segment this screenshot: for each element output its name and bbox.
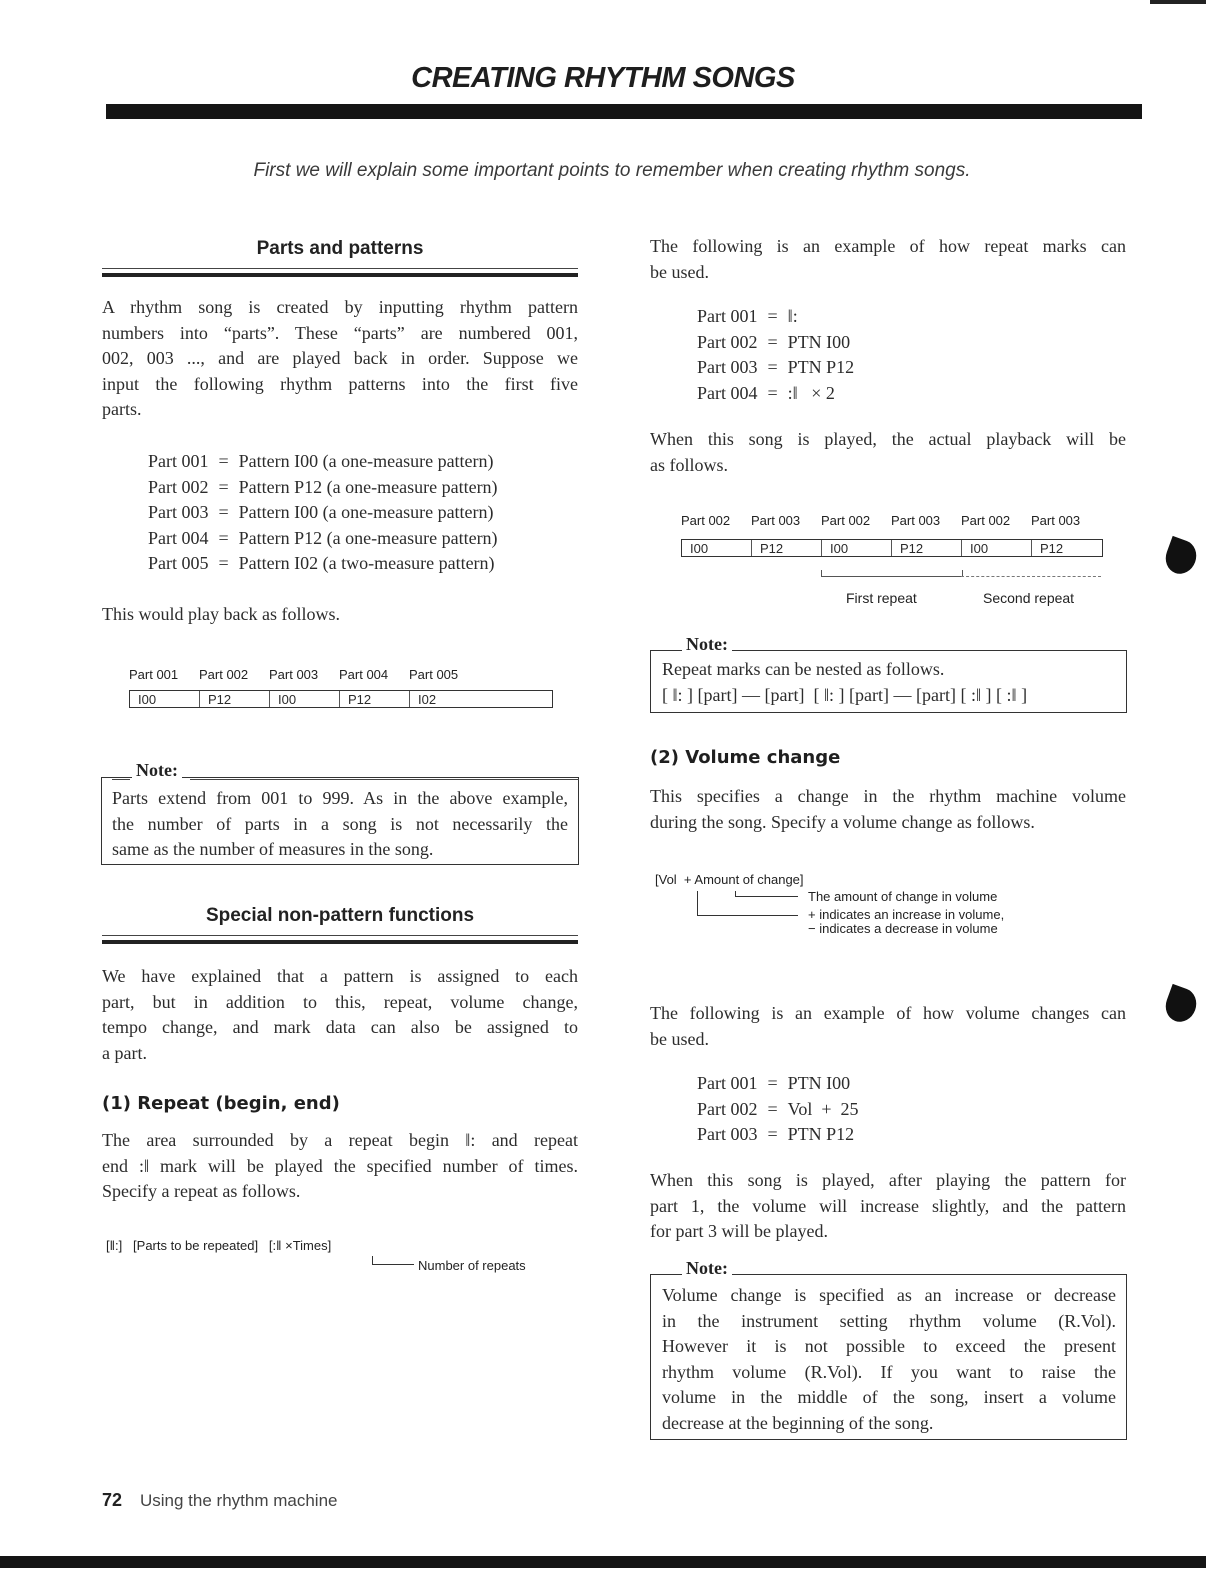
note-line: volume in the middle of the song, insert a volume [662,1387,1116,1407]
list-item [148,449,498,475]
diagram-cell: I00 [682,540,752,556]
page-title: CREATING RHYTHM SONGS [411,62,795,94]
note-box-parts [101,777,579,865]
para-line: The area surrounded by a repeat begin ‖: and repeat [102,1130,578,1150]
first-repeat-label: First repeat [846,590,917,606]
diagram-cell: I00 [130,691,200,707]
para-line: We have explained that a pattern is assigned to each [102,966,578,986]
note-label: Note: [682,634,732,655]
diagram-cell: P12 [1040,541,1064,556]
section-rule [102,940,578,944]
part-label: Part 002 [148,476,209,497]
volume-result-paragraph [650,1168,1126,1245]
part-label: Part 004 [697,382,758,403]
para-line: be used. [650,1028,709,1049]
page-number: 72 [102,1490,123,1510]
diagram-cell: P12 [200,691,270,707]
diagram-label: Part 002 [681,513,731,528]
volume-syntax: [Vol + Amount of change] [655,872,804,887]
list-item [697,304,854,330]
list-item [697,381,854,407]
special-paragraph [102,964,578,1066]
section-heading-parts: Parts and patterns [256,238,424,259]
note-line: same as the number of measures in the song. [112,839,434,859]
part-label: Part 003 [148,502,209,522]
para-line: The following is an example of how repeat marks can [650,236,1126,256]
part-value: ‖: [787,306,798,326]
note-line: the number of parts in a song is not necessarily the [112,813,568,834]
diagram-cell: I00 [822,540,892,556]
note-header-rule [190,779,579,780]
repeat-bracket [821,570,963,577]
repeat-syntax-leader [382,1264,414,1265]
note-box-volume [650,1274,1127,1440]
parts-paragraph [102,295,578,423]
diagram-label: Part 002 [199,667,249,682]
title-rule [106,104,1142,119]
note-line: decrease at the beginning of the song. [662,1412,934,1433]
list-item [148,500,498,526]
equals: = [218,553,229,573]
repeat-bracket [961,576,1101,577]
list-item [697,1097,859,1123]
pattern-assignment-list [148,449,498,577]
list-item [148,475,498,501]
diagram-cell: I00 [962,540,1032,556]
part-label: Part 001 [697,1073,758,1093]
list-item [697,1071,859,1097]
note-line: Parts extend from 001 to 999. As in the above example, [112,788,568,808]
part-value: PTN I00 [787,331,851,352]
part-value: Vol + 25 [787,1098,859,1119]
para-line: be used. [650,261,709,282]
para-line: When this song is played, the actual playback will be [650,429,1126,449]
repeat-syntax-note: Number of repeats [418,1258,526,1273]
equals: = [767,357,778,377]
volume-syntax-note: The amount of change in volume [808,889,998,904]
list-item [148,526,498,552]
diagram-label: Part 002 [821,513,871,528]
binding-mark [1161,536,1201,578]
diagram-cell: P12 [892,540,962,556]
part-label: Part 004 [148,527,209,548]
parts-diagram-labels [129,667,479,682]
diagram-label: Part 003 [891,513,941,528]
list-item [697,330,854,356]
repeat-paragraph [102,1128,578,1205]
list-item [697,1122,859,1148]
repeat-playback-text [650,427,1126,478]
part-value: :‖ × 2 [787,382,835,403]
part-value: Pattern I02 (a two-measure pattern) [238,553,495,573]
diagram-cell: P12 [340,691,410,707]
repeat-diagram-labels [681,513,1101,528]
note-line: Repeat marks can be nested as follows. [662,659,945,679]
para-line: end :‖ mark will be played the specified number of times. [102,1155,578,1176]
repeat-example-list [697,304,854,406]
part-label: Part 002 [697,331,758,352]
list-item [148,551,498,577]
equals: = [767,1073,778,1093]
equals: = [767,331,778,352]
volume-paragraph [650,784,1126,835]
subheading-repeat: (1) Repeat (begin, end) [102,1093,340,1114]
para-line: as follows. [650,454,728,475]
para-line: input the following rhythm patterns into the first five [102,373,578,394]
volume-example-list [697,1071,859,1148]
para-line: numbers into “parts”. These “parts” are numbered 001, [102,322,578,343]
volume-syntax-note: + indicates an increase in volume, [808,907,1005,922]
diagram-label: Part 005 [409,667,459,682]
part-value: Pattern I00 (a one-measure pattern) [238,502,494,522]
para-line: The following is an example of how volume changes can [650,1003,1126,1023]
diagram-label: Part 003 [1031,513,1081,528]
part-label: Part 005 [148,553,209,573]
para-line: part 1, the volume will increase slightly, and the pattern [650,1195,1126,1216]
para-line: part, but in addition to this, repeat, volume change, [102,991,578,1012]
part-label: Part 003 [697,1124,758,1144]
equals: = [767,1098,778,1119]
part-label: Part 001 [697,306,758,326]
part-value: Pattern P12 (a one-measure pattern) [238,527,498,548]
note-line: [ ‖: ] [part] — [part] [ ‖: ] [part] — [part] [ :‖ ] [ :‖ ] [662,684,1028,705]
note-box-repeat [650,650,1127,713]
para-line: When this song is played, after playing the pattern for [650,1170,1126,1190]
part-value: PTN P12 [787,357,855,377]
equals: = [767,1124,778,1144]
para-line: A rhythm song is created by inputting rhythm pattern [102,297,578,317]
para-line: This specifies a change in the rhythm machine volume [650,786,1126,806]
repeat-diagram-cells [681,539,1103,557]
repeat-syntax: [‖:] [Parts to be repeated] [:‖ ×Times] [106,1238,332,1253]
note-label: Note: [682,1258,732,1279]
parts-diagram-cells [129,690,553,708]
part-label: Part 002 [697,1098,758,1119]
volume-bracket-inner [735,891,798,897]
diagram-cell: P12 [752,540,822,556]
equals: = [218,502,229,522]
equals: = [767,306,778,326]
volume-example-intro [650,1001,1126,1052]
repeat-example-intro [650,234,1126,285]
corner-mark [1150,0,1206,4]
second-repeat-label: Second repeat [983,590,1075,606]
intro-text: First we will explain some important points to remember when creating rhythm songs. [253,160,971,181]
part-value: Pattern P12 (a one-measure pattern) [238,476,498,497]
diagram-label: Part 003 [269,667,319,682]
list-item [697,355,854,381]
part-value: Pattern I00 (a one-measure pattern) [238,451,494,471]
section-heading-special: Special non-pattern functions [205,905,475,926]
note-label: Note: [132,760,182,781]
diagram-label: Part 004 [339,667,389,682]
para-line: tempo change, and mark data can also be assigned to [102,1017,578,1037]
note-line: However it is not possible to exceed the present [662,1336,1116,1356]
footer-text: Using the rhythm machine [140,1491,338,1510]
bottom-edge-bar [0,1556,1206,1568]
equals: = [767,382,778,403]
volume-syntax-note: − indicates a decrease in volume [808,921,998,936]
diagram-cell: I02 [418,692,437,707]
equals: = [218,527,229,548]
subheading-volume: (2) Volume change [650,747,841,768]
para-line: 002, 003 ..., and are played back in order. Suppose we [102,348,578,368]
para-line: a part. [102,1042,147,1063]
part-value: PTN I00 [787,1073,851,1093]
part-value: PTN P12 [787,1124,855,1144]
note-line: rhythm volume (R.Vol). If you want to raise the [662,1361,1116,1382]
para-line: for part 3 will be played. [650,1221,828,1241]
para-line: during the song. Specify a volume change as follows. [650,811,1035,832]
note-line: Volume change is specified as an increase or decrease [662,1285,1116,1305]
diagram-label: Part 003 [751,513,801,528]
binding-mark [1161,984,1201,1026]
diagram-cell: I00 [270,691,340,707]
note-line: in the instrument setting rhythm volume (R.Vol). [662,1310,1116,1331]
equals: = [218,451,229,471]
para-line: parts. [102,399,142,419]
playback-text: This would play back as follows. [102,604,340,624]
part-label: Part 003 [697,357,758,377]
equals: = [218,476,229,497]
para-line: Specify a repeat as follows. [102,1181,301,1201]
note-header-rule [112,779,130,780]
diagram-label: Part 002 [961,513,1011,528]
section-rule [102,273,578,277]
diagram-label: Part 001 [129,667,179,682]
part-label: Part 001 [148,451,209,471]
